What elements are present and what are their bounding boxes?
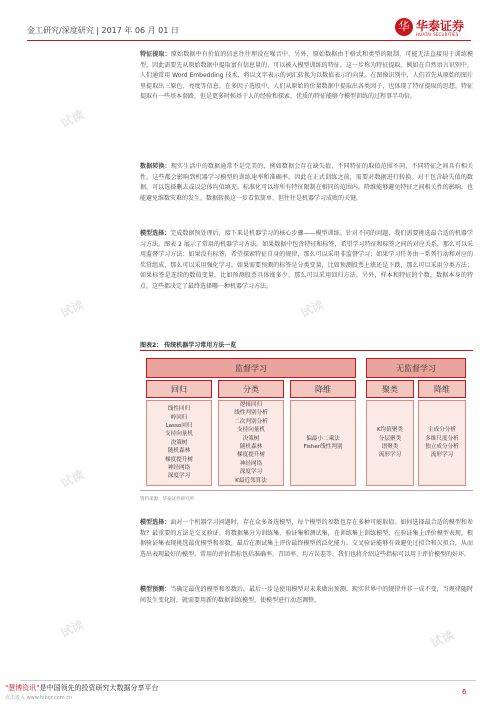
ml-methods-diagram (140, 352, 473, 488)
supervised-dimreduction-list (290, 400, 356, 486)
logo-name: 华泰证券 (416, 19, 465, 33)
list-item: 神经网络 (239, 460, 263, 467)
watermark-text: 试读 (58, 467, 87, 491)
watermark-text: 试读 (58, 107, 87, 131)
footer-brand[interactable] (5, 683, 158, 693)
supervised-dimreduction-header: 降维 (290, 380, 356, 398)
list-item: 神经网络 (167, 465, 191, 472)
clustering-header: 聚类 (366, 380, 414, 398)
list-item: K均值聚类 (376, 427, 404, 434)
list-item: 决策树 (242, 435, 260, 442)
unsupervised-dimreduction-header: 降维 (418, 380, 466, 398)
footer-brand-name: 慧博资讯 (8, 684, 37, 692)
list-item: 决策树 (170, 439, 188, 446)
paragraph-body: 当确定最优的模型和参数后，最后一步是使用模型对未来做出预测。现实世界中的规律并非一成不变，当规律随时间发生变化时，就需要用新的数据训练模型，使模型进行动态调整。 (140, 586, 473, 604)
logo-subtitle: HUATAI SECURITIES (416, 32, 459, 37)
footer-divider (20, 680, 476, 681)
paragraph-model-prediction (140, 585, 473, 606)
footer-quote: " (5, 684, 9, 692)
list-item: 二次判别分析 (234, 418, 268, 425)
watermark-text: 试读 (58, 297, 87, 321)
figure-source: 资料来源：华泰证券研究所 (140, 497, 194, 502)
list-item: 分层聚类 (378, 435, 402, 442)
paragraph-model-selection (140, 229, 473, 293)
report-title: 金工研究/深度研究 | 2017 年 06 月 01 日 (27, 26, 179, 35)
regression-methods-list (146, 400, 212, 486)
figure-title: 图表2： 传统机器学习常用方法一览 (140, 342, 237, 349)
paragraph-model-validation (140, 518, 473, 560)
list-item: 梯度提升树 (165, 456, 193, 463)
paragraph-feature-extraction (140, 50, 473, 103)
watermark-text: 试读 (58, 617, 87, 641)
paragraph-lead: 模型选择： (140, 519, 171, 526)
list-item: 线性回归 (167, 406, 191, 413)
paragraph-body: 面对一个机器学习问题时，存在众多备选模型，每个模型的参数也存在多种可能取值。如何选择最合适的模型和参数？最重要的方法是交叉验证。将数据集分为训练集、验证集和测试集，在训练集上训练模型，在验证集上评价模型表现，根据验证集表现挑选最优模型和参数，最后在测试集上评价最终模型的泛化能力。交叉验证能够有效避免过拟合和欠拟合，从而选出表现最好的模型。常用的评价指标包括准确率、召回率、均方误差等，我们也将介绍这些指标可以用于评价模型的好坏。 (140, 519, 473, 558)
list-item: 随机森林 (167, 448, 191, 455)
regression-header: 回归 (146, 380, 212, 398)
list-item: 独立成分分析 (425, 444, 459, 450)
list-item: 深度学习 (167, 473, 191, 480)
list-item: 支持向量机 (165, 431, 193, 438)
clustering-methods-list (366, 400, 414, 486)
list-item: 主成分分析 (428, 427, 456, 434)
list-item: 岭回归 (170, 414, 188, 421)
page-number: 6 (462, 688, 467, 696)
classification-header: 分类 (218, 380, 284, 398)
logo-mark-icon: 华 (395, 18, 413, 36)
list-item: 梯度提升树 (237, 452, 265, 459)
footer-link[interactable]: 点击进入 www.hibor.com.cn (5, 695, 73, 701)
list-item: 线性判别分析 (234, 410, 268, 417)
paragraph-lead: 模型选择： (140, 230, 171, 237)
footer-quote: " (36, 684, 40, 692)
paragraph-body: 原始数据中有价值的信息往往埋没在噪音中，另外，原始数据由于格式和类型的限制，可能无法直接用于训练模型，因此需要先从原始数据中提取富有信息量的、可以被入模型训练的特征。这一步称为特征提取。例如在自然语言识别中，人们通常用 Word Embedding 技术，将以文字表示的词汇转换为以数值表示的向量。在图像识别中，人们首先从原始的图片里提取出三原色、亮度等信息。在多因子选股中，人们从原始的价量数据中提取出各类因子，也体现了特征提取的思想。特征提取有一些基本套路，但是更多时候基于人的经验和探索，优质的特征能够令模型训练的过程事半功倍。 (140, 51, 473, 101)
paragraph-lead: 数据转换： (140, 163, 171, 170)
list-item: 支持向量机 (237, 427, 265, 434)
page-header (0, 0, 499, 48)
watermark-text: 试读 (298, 297, 327, 321)
watermark-text: 试读 (428, 627, 457, 651)
supervised-learning-header: 监督学习 (146, 358, 356, 378)
list-item: 随机森林 (239, 444, 263, 450)
paragraph-data-transform (140, 162, 473, 204)
footer-brand-text: 是中国领先的投资研究大数据分享平台 (39, 684, 159, 692)
header-divider (27, 40, 471, 41)
figure-top-rule (140, 350, 473, 351)
list-item: K最近邻算法 (235, 477, 267, 484)
figure-bottom-rule (140, 490, 473, 491)
list-item: Fisher线性判别 (303, 444, 343, 450)
list-item: Lasso回归 (165, 422, 193, 429)
classification-methods-list (218, 400, 284, 486)
list-item: 深度学习 (239, 469, 263, 476)
list-item: 偏最小二乘法 (306, 435, 340, 442)
list-item: 流形学习 (430, 452, 454, 459)
list-item: 谱聚类 (381, 444, 399, 450)
list-item: 流形学习 (378, 452, 402, 459)
paragraph-lead: 模型预测： (140, 586, 171, 593)
list-item: 逻辑回归 (239, 401, 263, 408)
list-item: 多维尺度分析 (425, 435, 459, 442)
paragraph-body: 完成数据预处理后，接下来是机器学习的核心步骤——模型训练。针对不同的问题，我们需要挑选最合适的机器学习方法。图表 2 展示了常用的机器学习方法。如果数据中包含特征和标签，希望学习特征和标签之间的对应关系，那么可以采用监督学习方法；如果没有标签，希望探索特征自身的规律，那么可以采用非监督学习；如果学习任务由一系列行动和对应的奖赏组成，那么可以采用强化学习。如果需要预测的标签是分类变量，比如预测股票上涨还是下跌，那么可以采用分类方法；如果标签是连续的数值变量，比如预测股票具体涨多少，那么可以采用回归方法。另外，样本和特征的个数，数据本身的特点，这些都决定了最终选择哪一种机器学习方法。 (140, 230, 473, 290)
unsupervised-dimreduction-list (418, 400, 466, 486)
huatai-logo (395, 18, 475, 40)
paragraph-lead: 特征提取： (140, 51, 171, 58)
paragraph-body: 现实生活中的数据通常不是完美的，例如数据会存在缺失值，不同特征的取值范围不同，不同特征之间具有相关性。这些都会影响到机器学习模型的训练速率和准确率。因此在正式训练之前，需要对数据进行转换。对于包含缺失值的数据，可以选择删去或以总体均值填充。标准化可以将所有特征限制在相同的范围内。降维能够避免特征之间相关性的影响，也能避免维数灾难的发生。数据转换这一步看似简单，但往往是机器学习成败的关键。 (140, 163, 473, 202)
unsupervised-learning-header: 无监督学习 (366, 358, 466, 378)
